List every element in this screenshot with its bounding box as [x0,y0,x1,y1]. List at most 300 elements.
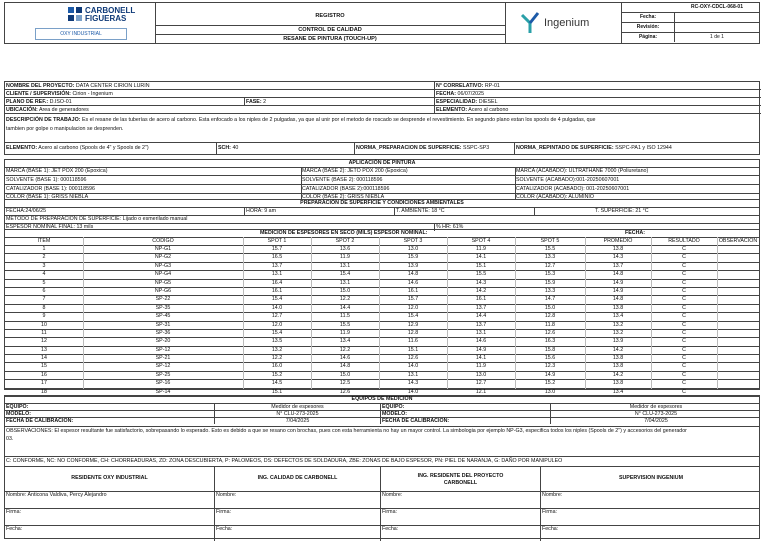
cell-resultado: C [682,363,686,370]
cell-promedio: 14.3 [612,254,624,261]
cell-spot5: 11.8 [545,321,555,328]
project-name: DATA CENTER CIRION LURIN [75,83,150,89]
fecha-label: Fecha: [622,13,675,22]
col-header-3: SPOT 2 [335,238,355,244]
cell-spot2: 13.1 [339,279,351,286]
cell-spot2: 13.4 [339,338,351,345]
quality-record-form [4,2,764,542]
sign-firma-3[interactable]: Firma: [542,509,558,515]
cell-promedio: 13.2 [612,329,624,336]
measure-title: MEDICIÓN DE ESPESORES EN SECO (MILS) ESPESOR NOMINAL: [260,230,428,236]
cell-spot4: 14.4 [475,313,487,320]
cell-observacion [717,305,759,312]
measurement-table [4,230,760,395]
fecha-value [674,13,760,22]
cell-promedio: 14.2 [612,371,624,378]
sign-title-oxy: RESIDENTE OXY INDUSTRIAL [5,467,215,491]
paint-acabado-marca: MARCA (ACABADO): ULTRATHANE 7000 (Poliuretano) [515,167,759,176]
cell-codigo: SP-20 [155,338,171,345]
cell-observacion [717,372,759,379]
table-row [5,338,759,346]
sign-nombre-3[interactable]: Nombre: [542,492,563,498]
cell-promedio: 13.4 [612,313,624,320]
cell-spot1: 16.4 [271,279,283,286]
info-row-client: CLIENTE / SUPERVISIÓN: Cirion - Ingenium FECHA: 06/07/2025 [5,90,761,98]
cell-spot1: 16.0 [271,363,283,370]
cell-spot5: 14.7 [544,296,556,303]
cell-item: 2 [42,254,46,261]
cell-resultado: C [682,246,686,252]
sign-firma-1[interactable]: Firma: [215,509,381,525]
sign-title-ingenium: SUPERVISION INGENIUM [618,475,684,482]
cell-spot3: 16.1 [407,287,419,294]
cell-spot3: 14.3 [407,380,419,387]
cell-spot2: 12.2 [339,346,351,353]
cell-resultado: C [682,304,686,311]
cell-spot3: 12.6 [407,355,419,362]
observations-text-2: 03. [6,436,14,442]
cell-promedio: 14.8 [612,271,624,278]
cell-spot3: 14.0 [407,363,419,370]
cell-spot3: 11.6 [408,338,418,345]
equip-row2 [5,411,759,418]
cell-spot3: 12.8 [407,329,419,336]
cell-codigo: SP-16 [155,380,171,387]
paint-base1-marca: MARCA (BASE 1): JET POX 200 (Epoxica) [5,167,301,176]
cell-item: 4 [42,271,46,278]
table-row [5,288,759,296]
cell-codigo: SP-12 [155,363,171,370]
cell-spot1: 14.0 [271,304,283,311]
cell-spot4: 14.1 [475,355,487,362]
cell-item: 18 [41,388,47,395]
sign-fecha-0[interactable]: Fecha: [5,526,215,541]
cell-promedio: 13.8 [612,363,624,370]
table-row [5,380,759,388]
cell-item: 9 [42,313,46,320]
table-row [5,313,759,321]
cell-spot4: 14.1 [475,254,487,261]
fase-value: 2 [263,99,267,105]
cell-observacion [717,263,759,270]
ingenium-leaf-icon [520,11,542,35]
sign-row-nombre [5,492,759,509]
prep-norm: SSPC-SP3 [463,145,490,151]
cell-codigo: SP-36 [155,329,171,336]
cell-spot1: 13.7 [271,262,283,269]
elemento-value: Acero al carbono [468,107,509,113]
sign-fecha-2[interactable]: Fecha: [381,526,541,541]
cell-spot5: 12.6 [544,329,556,336]
sign-rows [5,492,759,541]
sign-firma-2[interactable]: Firma: [381,509,541,525]
cell-spot5: 16.3 [544,338,556,345]
cell-observacion [717,363,759,370]
sign-firma-0[interactable]: Firma: [5,509,215,525]
measure-body [5,246,759,397]
cell-codigo: NP-G5 [154,279,172,286]
cell-item: 5 [42,279,46,286]
table-row [5,363,759,371]
paint-base2-solvente: SOLVENTE (BASE 2): 000118596 [301,176,515,185]
cell-spot3: 12.9 [407,321,419,328]
cell-spot1: 13.1 [271,271,283,278]
cell-resultado: C [682,321,686,328]
descripcion-trabajo: DESCRIPCIÓN DE TRABAJO: Es el resane de las tuberías de acero al carbono. Esta enfocado a los niples de 2 pulgadas, ya que al unir por el metodo de roscado se desprende el revestimiento. En segundo plano estan los spools de 4 pulgadas, que tambien por golpe o manipulacion se desprenden. [5,115,761,141]
pagina-value: 1 de 1 [710,34,724,40]
modelo-value-1: N° CLU-273-2025 [215,411,381,417]
cell-codigo: SP-12 [155,346,171,353]
equipment-section [4,395,760,427]
table-row [5,271,759,279]
cell-codigo: SP-21 [155,355,171,362]
measure-fecha-label: FECHA: [625,230,646,236]
env-title: PREPARACIÓN DE SUPERFICIE Y CONDICIONES AMBIENTALES [5,200,759,208]
cell-spot1: 16.5 [271,254,283,261]
cell-spot5: 13.3 [544,287,556,294]
cell-resultado: C [682,254,686,261]
paint-base1-catalizador: CATALIZADOR (BASE 1): 000118596 [5,185,301,194]
cell-spot2: 15.0 [339,287,351,294]
cell-spot4: 11.9 [476,246,486,252]
table-row [5,296,759,304]
cell-spot4: 12.7 [475,380,487,387]
cell-item: 12 [41,338,47,345]
sign-row-fecha [5,526,759,541]
title-control: CONTROL DE CALIDAD [298,27,362,33]
paint-base1-solvente: SOLVENTE (BASE 1): 000118596 [5,176,301,185]
cell-spot5: 14.9 [544,371,556,378]
cell-codigo: SP-25 [155,371,171,378]
cell-spot4: 16.1 [475,296,487,303]
client-value: Cirion - Ingenium [72,91,113,97]
cell-item: 6 [42,287,46,294]
especialidad-value: DIESEL [478,99,498,105]
table-row [5,347,759,355]
cell-codigo: NP-G3 [154,262,172,269]
sign-nombre-2[interactable]: Nombre: [381,492,541,508]
cell-item: 13 [41,346,47,353]
cell-codigo: SP-14 [155,388,171,395]
sign-fecha-1[interactable]: Fecha: [215,526,381,541]
equip-value-2: Medidor de espesores [629,404,683,410]
col-header-7: PROMEDIO [603,238,633,244]
cell-spot1: 16.1 [271,287,283,294]
cell-promedio: 13.7 [612,262,624,269]
cell-spot4: 13.7 [475,321,487,328]
project-info [4,81,760,143]
cell-spot2: 11.5 [340,313,350,320]
col-header-1: CÓDIGO [152,238,174,244]
table-row [5,305,759,313]
cell-spot1: 13.5 [271,338,283,345]
measure-title-row [5,230,759,238]
cell-promedio: 13.9 [612,338,624,345]
cell-spot1: 15.4 [271,329,283,336]
cell-spot1: 13.2 [271,346,283,353]
cell-spot4: 15.1 [475,262,487,269]
cell-spot2: 12.6 [339,388,351,395]
cell-spot5: 15.3 [544,271,556,278]
cell-spot5: 15.9 [544,279,556,286]
form-header [4,2,760,44]
cell-spot4: 13.0 [475,371,487,378]
legend-row [4,457,760,467]
cell-spot3: 15.9 [407,254,419,261]
cell-spot4: 14.2 [475,287,487,294]
cell-observacion [717,380,759,387]
env-fecha: FECHA:24/06/25 [5,208,245,215]
document-code: RC-OXY-CDCL-068-01 [691,4,743,10]
cell-spot4: 12.1 [475,388,487,395]
paint-base2 [301,167,516,199]
form-title-area [155,3,505,43]
oxy-industrial-logo: OXY INDUSTRIAL [35,28,127,40]
cell-resultado: C [682,388,686,395]
cell-spot1: 15.4 [271,296,283,303]
ubicacion-value: Area de generadores [38,107,89,113]
observations-text: OBSERVACIONES: El espesor resultante fue satisfactorio, sobrepasando lo esperado. Esto es debido a que se resano con brochas, pues con esta herramienta no hay un mayor control. La simbologia por ejemplo NP-G3, especifica todos los niples (Spools de 2") y accesorios del generador [6,428,687,434]
cell-spot2: 14.6 [339,355,351,362]
cell-spot2: 15.5 [339,321,351,328]
cell-spot3: 14.6 [407,279,419,286]
cell-resultado: C [682,371,686,378]
document-meta [621,3,760,43]
cell-resultado: C [682,296,686,303]
cell-spot4: 13.7 [475,304,487,311]
sign-fecha-3[interactable]: Fecha: [542,526,559,532]
title-resane: RESANE DE PINTURA (TOUCH-UP) [283,36,377,42]
cell-spot5: 15.2 [544,380,556,387]
cell-resultado: C [682,287,686,294]
cell-spot3: 15.7 [407,296,419,303]
cell-resultado: C [682,380,686,387]
info-row-plano: PLANO DE REF.: D.ISO-01 FASE: 2 ESPECIALIDAD: DIESEL [5,98,761,106]
revision-value [674,23,760,32]
cell-spot1: 15.7 [271,246,283,252]
env-hora: HORA: 9 am [245,208,395,215]
cell-spot5: 12.7 [544,262,556,269]
cell-resultado: C [682,338,686,345]
legend-text: C: CONFORME, NC: NO CONFORME, CH: CHORREADURAS, ZD: ZONA DESCUBIERTA, P: PALOMEOS, DS: DEFECTOS DE SOLDADURA, ZBE: ZONAS DE BAJO ESPESOR, PN: PIEL DE NARANJA, G: DAÑO POR MANIPULEO [6,458,563,464]
fecha-cal-label-1: FECHA DE CALIBRACIÓN: [5,418,215,424]
cell-resultado: C [682,346,686,353]
plano-value: D.ISO-01 [49,99,72,105]
cell-spot1: 14.5 [271,380,283,387]
cell-spot3: 13.9 [407,262,419,269]
table-row [5,263,759,271]
cell-resultado: C [682,279,686,286]
cell-promedio: 13.8 [612,304,624,311]
cell-spot5: 15.8 [544,346,556,353]
cell-spot2: 14.4 [339,304,351,311]
cell-promedio: 13.4 [612,388,624,395]
fecha-cal-value-1: 7/04/2025 [215,418,381,424]
cell-codigo: SP-31 [155,321,171,328]
equip-row3 [5,418,759,424]
sign-nombre-1[interactable]: Nombre: [215,492,381,508]
cell-codigo: NP-G2 [154,254,172,261]
surface-conditions [4,200,760,230]
company-name-line1: CARBONELL [85,6,136,15]
cell-spot2: 14.8 [339,363,351,370]
cell-observacion [717,254,759,261]
cell-resultado: C [682,355,686,362]
cell-spot3: 14.8 [407,271,419,278]
cell-spot1: 15.1 [271,388,283,395]
cell-spot4: 14.3 [475,279,487,286]
cell-resultado: C [682,313,686,320]
cell-item: 14 [41,355,47,362]
fecha-cal-label-2: FECHA DE CALIBRACIÓN: [381,418,551,424]
info-row-ubicacion: UBICACIÓN: Area de generadores ELEMENTO: Acero al carbono [5,106,761,114]
cell-codigo: NP-G4 [154,271,172,278]
cell-codigo: NP-G1 [154,246,172,252]
table-row [5,254,759,262]
fecha-cal-value-2: 7/04/2025 [644,418,668,424]
cell-resultado: C [682,271,686,278]
cell-observacion [717,271,759,278]
cell-spot2: 12.5 [339,380,351,387]
table-row [5,280,759,288]
cell-spot4: 11.9 [476,363,486,370]
cell-observacion [717,296,759,303]
sch-value: 40 [232,145,239,151]
carbonell-emblem-icon [67,6,83,24]
cell-resultado: C [682,262,686,269]
signatures [4,467,760,539]
cell-promedio: 14.9 [612,287,624,294]
equip-label-2: EQUIPO: [381,404,551,410]
env-row1 [5,208,759,216]
paint-title: APLICACIÓN DE PINTURA [5,160,759,168]
title-registro: REGISTRO [315,13,345,19]
cell-spot2: 13.6 [339,246,351,252]
modelo-value-2: N° CLU-273-2025 [634,411,678,417]
cell-spot5: 13.0 [544,388,556,395]
sign-titles [5,467,759,492]
paint-base2-marca: MARCA (BASE 2): JETO POX 200 (Epoxica) [301,167,515,176]
descripcion-value-2: tambien por golpe o manipulacion se desprenden. [6,126,124,132]
col-header-4: SPOT 3 [403,238,423,244]
cell-spot5: 12.3 [544,363,556,370]
date-value: 06/07/2025 [457,91,485,97]
cell-spot5: 15.5 [544,246,556,252]
cell-spot5: 15.6 [544,355,556,362]
env-metodo: MÉTODO DE PREPARACIÓN DE SUPERFICIE: Lijado o esmerilado manual [6,216,188,222]
cell-item: 16 [41,371,47,378]
cell-observacion [717,347,759,354]
cell-promedio: 13.2 [612,321,624,328]
equip-label-1: EQUIPO: [5,404,215,410]
paint-base1 [5,167,302,199]
sign-row-firma [5,509,759,526]
env-row2 [5,216,759,224]
company-name [85,7,135,23]
table-row [5,355,759,363]
cell-item: 11 [41,329,47,336]
cell-spot2: 15.0 [339,371,351,378]
correlativo-value: RP-01 [484,83,500,89]
cell-codigo: SP-22 [155,296,171,303]
cell-promedio: 14.9 [612,279,624,286]
cell-spot1: 12.0 [271,321,283,328]
col-header-5: SPOT 4 [471,238,491,244]
paint-application [4,159,760,200]
env-t-ambiente: T. AMBIENTE: 18 °C [395,208,535,215]
equip-title: EQUIPOS DE MEDICIÓN [5,396,759,404]
paint-acabado-catalizador: CATALIZADOR (ACABADO): 001-20250607001 [515,185,759,194]
cell-observacion [717,355,759,362]
cell-observacion [717,313,759,320]
client-logo-area [505,3,622,43]
cell-item: 10 [41,321,47,328]
measure-header-row [5,238,759,246]
col-header-9: OBSERVACIÓN [718,238,758,244]
pagina-label: Página: [622,33,675,42]
modelo-label-1: MODELO: [5,411,215,417]
cell-item: 15 [41,363,47,370]
cell-spot2: 12.2 [339,296,351,303]
cell-spot3: 13.0 [407,246,419,252]
cell-item: 3 [42,262,46,269]
cell-item: 7 [42,296,46,303]
cell-spot1: 12.2 [271,355,283,362]
company-name-line2: FIGUERAS [85,14,127,23]
cell-spot3: 12.0 [407,304,419,311]
col-header-2: SPOT 1 [267,238,287,244]
cell-spot1: 12.7 [271,313,283,320]
cell-observacion [717,322,759,329]
cell-codigo: SP-45 [155,313,171,320]
paint-acabado-color: COLOR (ACABADO): ALUMINIO [516,194,594,200]
equip-row1 [5,404,759,411]
cell-spot3: 15.4 [407,313,419,320]
cell-spot5: 13.3 [544,254,556,261]
cell-observacion [717,280,759,287]
observations [4,427,760,457]
sign-nombre-0[interactable]: Nombre: Anticona Valdiva, Percy Alejandro [5,492,215,508]
env-hr: % HR: 61% [436,224,464,230]
table-row [5,372,759,380]
table-row [5,322,759,330]
cell-spot1: 15.2 [271,371,283,378]
cell-spot3: 14.0 [407,388,419,395]
cell-spot3: 13.1 [407,371,419,378]
equip-value-1: Medidor de espesores [215,404,381,410]
element-row: ELEMENTO: Acero al carbono (Spools de 4" y Spools de 2") SCH: 40 NORMA_PREPARACION DE SUPERFICIE: SSPC-SP3 NORMA_REPINTADO DE SUPERFICIE: SSPC-PA1 y ISO 12944 [4,143,760,155]
cell-item: 8 [42,304,46,311]
cell-spot2: 11.9 [340,329,350,336]
cell-spot5: 15.0 [544,304,556,311]
cell-observacion [717,288,759,295]
cell-codigo: NP-G6 [154,287,172,294]
cell-spot4: 14.6 [475,338,487,345]
sign-title-calidad: ING. CALIDAD DE CARBONELL [215,467,381,491]
env-espesor: ESPESOR NOMINAL FINAL: 13 mils [5,224,435,231]
cell-spot3: 15.1 [407,346,419,353]
paint-acabado [515,167,759,199]
info-row-project: NOMBRE DEL PROYECTO: DATA CENTER CIRION LURIN N° CORRELATIVO: RP-01 [5,82,761,90]
env-t-superficie: T. SUPERFICIE: 21 °C [595,208,649,214]
cell-spot2: 11.9 [340,254,350,261]
sign-title-residente: ING. RESIDENTE DEL PROYECTO CARBONELL [381,467,541,491]
cell-resultado: C [682,329,686,336]
cell-promedio: 14.8 [612,296,624,303]
cell-promedio: 13.8 [612,355,624,362]
cell-spot5: 12.8 [544,313,556,320]
cell-spot4: 13.1 [475,329,487,336]
